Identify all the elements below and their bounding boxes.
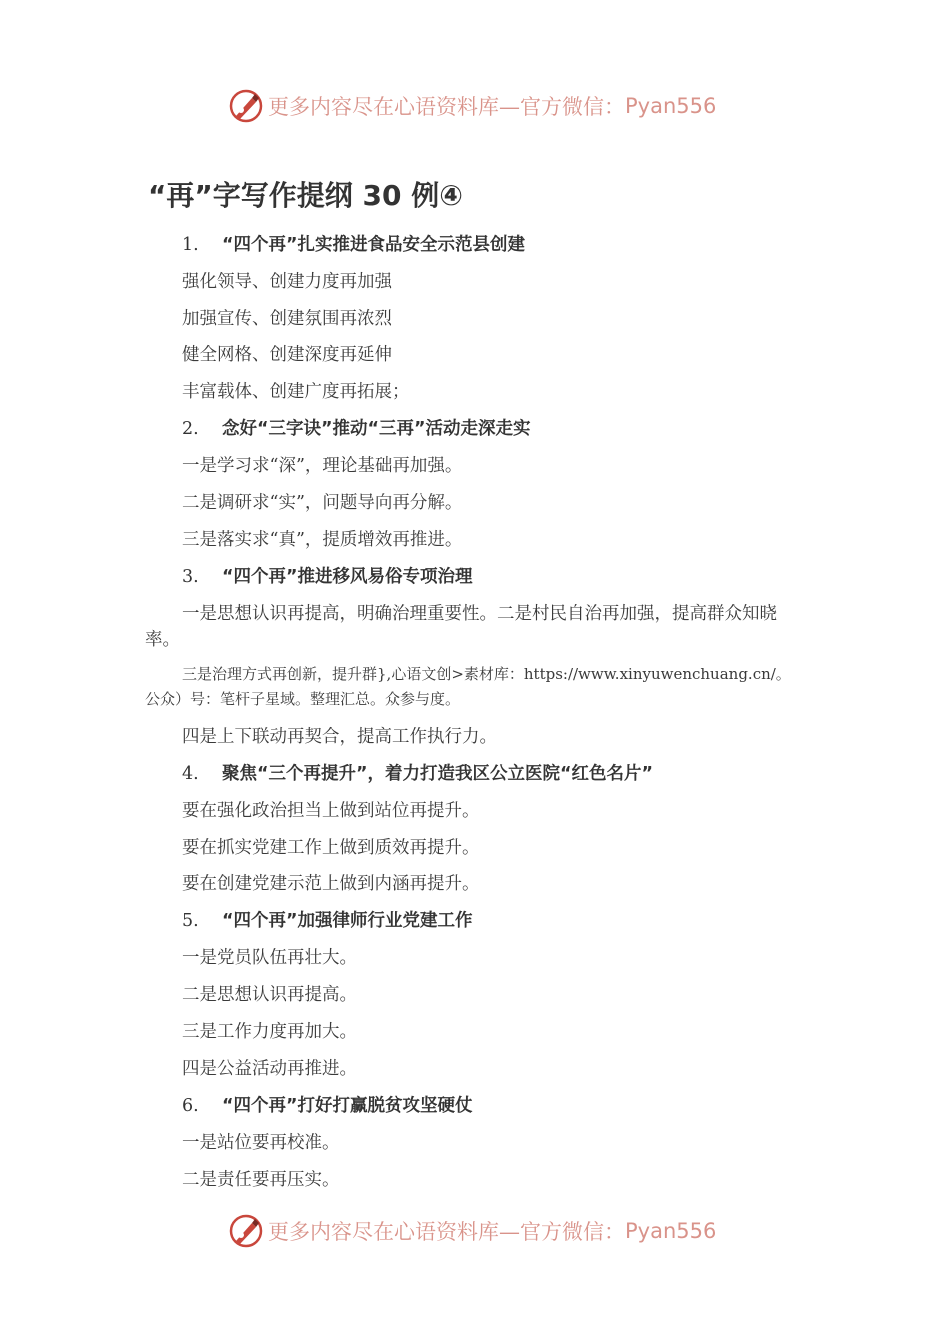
body-paragraph: 一是思想认识再提高，明确治理重要性。二是村民自治再加强，提高群众知晓率。 xyxy=(145,604,777,650)
body-line: 四是公益活动再推进。 xyxy=(182,1059,357,1079)
header-banner xyxy=(228,86,788,126)
footer-banner xyxy=(228,1211,788,1251)
body-line: 一是站位要再校准。 xyxy=(182,1133,340,1153)
section-heading xyxy=(182,1093,473,1119)
section-number: 1. xyxy=(182,235,199,255)
body-line: 要在抓实党建工作上做到质效再提升。 xyxy=(182,838,480,858)
body-line: 三是工作力度再加大。 xyxy=(182,1022,357,1042)
body-line: 四是上下联动再契合，提高工作执行力。 xyxy=(182,727,497,747)
body-line: 一是学习求“深”，理论基础再加强。 xyxy=(182,456,463,476)
pen-logo-icon xyxy=(228,88,264,124)
banner-text: 更多内容尽在心语资料库—官方微信： xyxy=(268,95,625,119)
section-number: 3. xyxy=(182,567,199,587)
banner-wechat-id: Pyan556 xyxy=(625,94,717,118)
section-number: 6. xyxy=(182,1096,199,1116)
section-heading-text: “四个再”推进移风易俗专项治理 xyxy=(222,567,473,587)
section-heading-text: “四个再”加强律师行业党建工作 xyxy=(222,911,473,931)
section-heading-text: “四个再”扎实推进食品安全示范县创建 xyxy=(222,235,526,255)
body-line: 三是落实求“真”，提质增效再推进。 xyxy=(182,530,463,550)
section-number: 5. xyxy=(182,911,199,931)
section-heading xyxy=(182,761,653,787)
body-line: 二是思想认识再提高。 xyxy=(182,985,357,1005)
section-heading-text: 聚焦“三个再提升”，着力打造我区公立医院“红色名片” xyxy=(222,764,654,784)
section-heading-text: “四个再”打好打赢脱贫攻坚硬仗 xyxy=(222,1096,473,1116)
body-line: 健全网格、创建深度再延伸 xyxy=(182,345,392,365)
section-heading xyxy=(182,908,473,934)
body-line: 要在强化政治担当上做到站位再提升。 xyxy=(182,801,480,821)
body-paragraph-source-note: 三是治理方式再创新，提升群},心语文创>素材库：https://www.xinyuwenchuang.cn/。公众）号：笔杆子星域。整理汇总。众参与度。 xyxy=(145,665,791,708)
body-line: 二是责任要再压实。 xyxy=(182,1170,340,1190)
banner-wechat-id: Pyan556 xyxy=(625,1219,717,1243)
section-heading xyxy=(182,416,531,442)
body-line: 一是党员队伍再壮大。 xyxy=(182,948,357,968)
section-number: 4. xyxy=(182,764,199,784)
body-line: 二是调研求“实”，问题导向再分解。 xyxy=(182,493,463,513)
banner-text: 更多内容尽在心语资料库—官方微信： xyxy=(268,1220,625,1244)
section-heading xyxy=(182,564,473,590)
body-line: 丰富载体、创建广度再拓展； xyxy=(182,382,410,402)
body-line: 强化领导、创建力度再加强 xyxy=(182,272,392,292)
pen-logo-icon xyxy=(228,1213,264,1249)
section-heading-text: 念好“三字诀”推动“三再”活动走深走实 xyxy=(222,419,531,439)
body-line: 要在创建党建示范上做到内涵再提升。 xyxy=(182,874,480,894)
section-number: 2. xyxy=(182,419,199,439)
section-heading xyxy=(182,232,525,258)
document-title: “再”字写作提纲 30 例④ xyxy=(148,179,463,212)
body-line: 加强宣传、创建氛围再浓烈 xyxy=(182,309,392,329)
